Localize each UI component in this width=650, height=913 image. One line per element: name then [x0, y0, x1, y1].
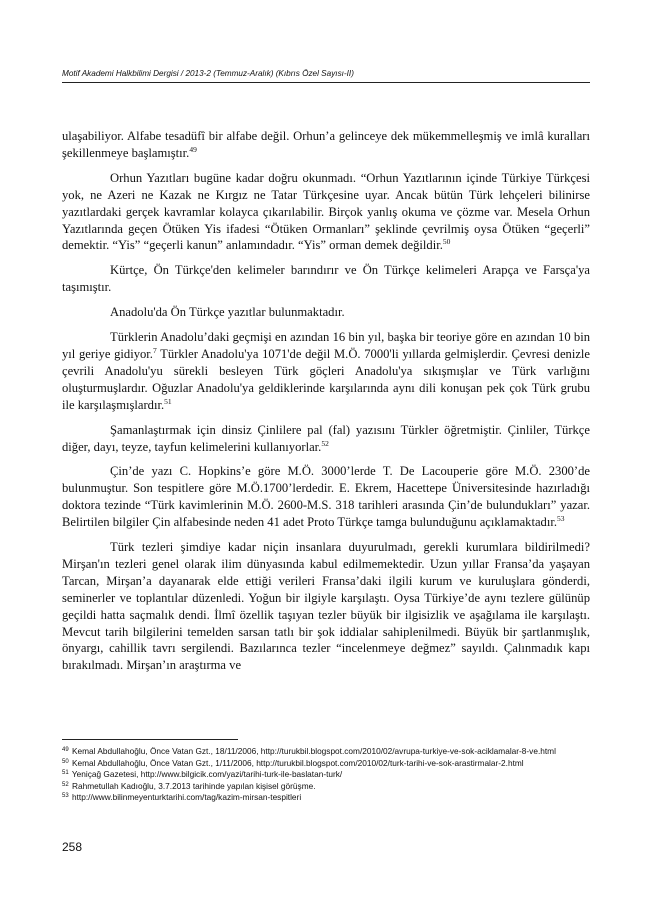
footnote-text: Rahmetullah Kadıoğlu, 3.7.2013 tarihinde yapılan kişisel görüşme.: [72, 780, 316, 791]
paragraph: [62, 170, 590, 255]
footnotes: [62, 745, 590, 803]
footnote-number: 50: [62, 758, 69, 765]
footnote-number: 49: [62, 747, 69, 753]
running-header: Motif Akademi Halkbilimi Dergisi / 2013-2 (Temmuz-Aralık) (Kıbrıs Özel Sayısı-II): [62, 69, 354, 78]
footnote-ref: 7: [152, 345, 157, 355]
paragraph: [62, 422, 590, 456]
footnote-rule: [62, 739, 238, 740]
paragraph: [62, 262, 590, 296]
paragraph-text: Orhun Yazıtları bugüne kadar doğru okunmadı. “Orhun Yazıtlarının içinde Türkiye Türkçesi yok, ne Azeri ne Kazak ne Kırgız ne Tatar Türkçesine uyar. Ancak bütün Türk lehçeleri bilinirse yazıtlardaki gerçek kavramlar kolayca çıkarılabilir. Birçok yanlış okuma ve çözme var. Mesela Orhun Yazıtlarında geçen Ötüken Yis ifadesi “Ötüken Ormanları” şeklinde çevrilmiş oysa Ötüken “geçerli” demektir. “Yis” “geçerli kanun” anlamındadır. “Yis” orman demek değildir.: [62, 170, 590, 253]
footnote-text: Yeniçağ Gazetesi, http://www.bilgicik.com/yazi/tarihi-turk-ile-baslatan-turk/: [71, 769, 343, 780]
footnote-number: 53: [62, 793, 69, 800]
footnote: [62, 791, 590, 803]
paragraph-text: Çin’de yazı C. Hopkins’e göre M.Ö. 3000’lerde T. De Lacouperie göre M.Ö. 2300’de bulunmuştur. Son tespitlere göre M.Ö.1700’lerdedir. E. Ekrem, Hacettepe Üniversitesinde hazırladığı doktora tezinde “Türk kavimlerinin M.Ö. 2600-M.S. 318 tarihleri arasında Çin’de bulundukları” yazar. Belirtilen bilgiler Çin alfabesinde neden 41 adet Proto Türkçe tamga bulunduğunu açıklamaktadır.: [62, 464, 590, 530]
paragraph: [62, 539, 590, 674]
footnote-ref: 51: [164, 396, 172, 406]
footnote: [62, 780, 590, 792]
paragraph-text: Şamanlaştırmak için dinsiz Çinlilere pal (fal) yazısını Türkler öğretmiştir. Çinliler, Türkçe diğer, dayı, teyze, tayfun kelimelerini kullanıyorlar.: [62, 422, 590, 454]
paragraph-text: Türkler Anadolu'ya 1071'de değil M.Ö. 7000'li yıllarda gelmişlerdir. Çevresi denizle çevrili Anadolu'yu sürekli besleyen Türk göçleri Anadolu'ya sıkışmışlar ve Türk varlığını oluşturmuşlardır. Oğuzlar Anadolu'ya geldiklerinde karşılarında aynı dili konuşan pek çok Türk grubu ile karşılaşmışlardır.: [62, 346, 591, 412]
paragraph-text: Türk tezleri şimdiye kadar niçin insanlara duyurulmadı, gerekli kurumlara bildirilmedi? Mirşan'ın tezleri genel olarak ilim dünyasında kabul edilmemektedir. Uzun yıllar Fransa’da yaşayan Tarcan, Mirşan’a dayanarak elde ettiği verileri Fransa’daki ilgili kurum ve kuruluşlara gönderdi, seminerler ve toplantılar düzenledi. Yoğun bir ilgiyle karşılaştı. Oysa Türkiye’de aynı tezlere gülünüp geçildi hatta saçmalık dendi. İlmî özellik taşıyan tezler büyük bir ilgisizlik ve aşağılama ile karşılaştı. Mevcut tarih bilgilerini temelden sarsan tatlı bir şok iddialar sahiplenilmedi. Büyük bir şartlanmışlık, önyargı, cahillik tavrı sergilendi. Bazılarınca tezler “incelenmeye değmez” sayıldı. Çalınmadık kapı bırakılmadı. Mirşan’ın araştırma ve: [62, 540, 590, 673]
footnote-ref: 50: [442, 237, 451, 247]
paragraph-text: ulaşabiliyor. Alfabe tesadüfî bir alfabe değil. Orhun’a gelinceye dek mükemmelleşmiş ve imlâ kuralları şekillenmeye başlamıştır.: [62, 129, 590, 160]
footnote-text: Kemal Abdullahoğlu, Önce Vatan Gzt., 18/11/2006, http://turukbil.blogspot.com/2010/02/avrupa-turkiye-ve-sok-aciklamalar-8-ve.html: [72, 746, 556, 756]
footnote-text: Kemal Abdullahoğlu, Önce Vatan Gzt., 1/11/2006, http://turukbil.blogspot.com/2010/02/turk-tarihi-ve-sok-arastirmalar-2.html: [72, 757, 524, 768]
footnote-ref: 53: [557, 514, 565, 524]
footnote-ref: 52: [321, 438, 329, 448]
paragraph: [62, 463, 590, 531]
footnote: [62, 745, 590, 757]
paragraph: [62, 304, 590, 321]
footnote-number: 51: [62, 770, 69, 777]
footnote: [62, 768, 590, 780]
paragraph-text: Anadolu'da Ön Türkçe yazıtlar bulunmaktadır.: [110, 305, 345, 320]
footnote-text: http://www.bilinmeyenturktarihi.com/tag/kazim-mirsan-tespitleri: [72, 792, 302, 803]
header-rule: [62, 82, 590, 83]
paragraph: [62, 329, 590, 414]
footnote-ref: 49: [189, 144, 197, 154]
paragraph-text: Kürtçe, Ön Türkçe'den kelimeler barındırır ve Ön Türkçe kelimeleri Arapça ve Farsça'ya taşımıştır.: [62, 263, 590, 295]
footnote: [62, 757, 590, 769]
paragraph-text: Türklerin Anadolu’daki geçmişi en azından 16 bin yıl, başka bir teoriye göre en azından 10 bin yıl geriye gidiyor.: [62, 330, 590, 361]
paragraph: [62, 128, 590, 162]
page-number: 258: [62, 840, 83, 854]
body-text: [62, 128, 590, 682]
footnote-number: 52: [62, 781, 69, 788]
